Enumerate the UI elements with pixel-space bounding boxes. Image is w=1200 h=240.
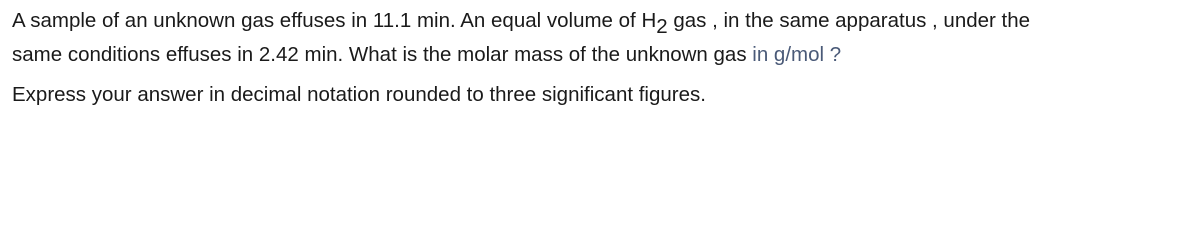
question-block: [0, 0, 1200, 117]
h2-subscript: 2: [656, 15, 668, 38]
question-text-part1: A sample of an unknown gas effuses in 11.1 min. An equal volume of H: [12, 9, 657, 32]
question-text-part2: gas , in the same apparatus , under the: [667, 9, 1031, 32]
question-mark: ?: [824, 43, 842, 66]
question-text: [12, 4, 1200, 72]
answer-instruction: Express your answer in decimal notation rounded to three significant figures.: [12, 83, 706, 106]
question-text-part3: same conditions effuses in 2.42 min. What is the molar mass of the unknown gas: [12, 43, 753, 66]
unit-label: in g/mol: [752, 43, 825, 66]
